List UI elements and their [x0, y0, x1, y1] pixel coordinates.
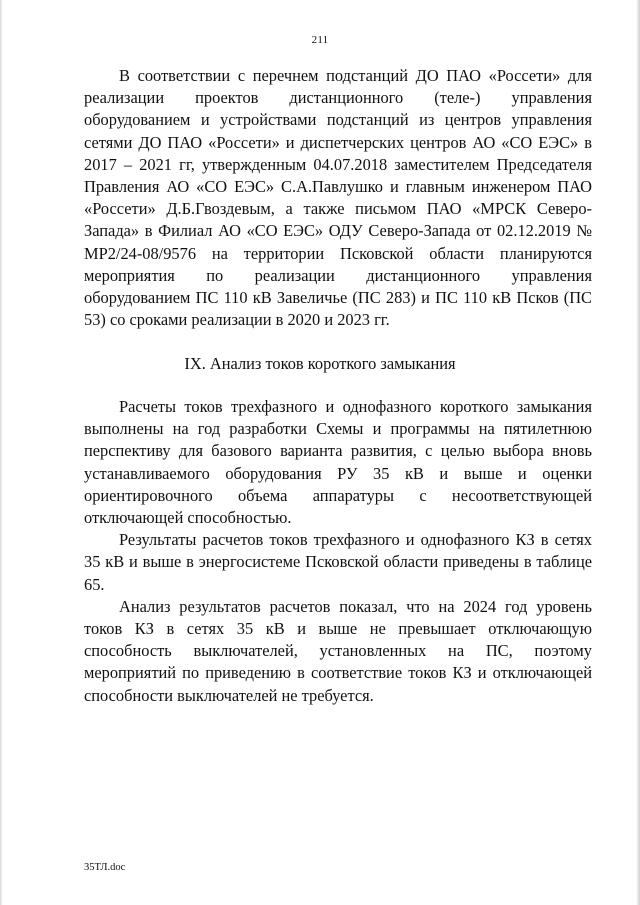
section-heading: IX. Анализ токов короткого замыкания [184, 354, 456, 373]
intro-text-block [84, 65, 592, 331]
short-circuit-text-block [84, 396, 592, 707]
scan-edge-left [0, 0, 3, 905]
paragraph-results-table: Результаты расчетов токов трехфазного и однофазного КЗ в сетях 35 кВ и выше в энергосистеме Псковской области приведены в таблице 65. [84, 530, 592, 594]
scan-edge-right [636, 0, 640, 905]
footer-filename: 35ТЛ.doc [84, 862, 126, 873]
page-number: 211 [311, 34, 329, 46]
paragraph-analysis: Анализ результатов расчетов показал, что на 2024 год уровень токов КЗ в сетях 35 кВ и выше не превышает отключающую способность выключателей, установленных на ПС, поэтому мероприятий по приведению в соответствие токов КЗ и отключающей способности выключателей не требуется. [84, 596, 592, 705]
paragraph-calculations: Расчеты токов трехфазного и однофазного короткого замыкания выполнены на год разработки Схемы и программы на пятилетнюю перспективу для базового варианта развития, с целью выбора вновь устанавливаемого оборудования РУ 35 кВ и выше и оценки ориентировочного объема аппаратуры с несоответствующей отключающей способностью. [84, 397, 592, 528]
paragraph-remote-control: В соответствии с перечнем подстанций ДО ПАО «Россети» для реализации проектов дистанционного (теле-) управления оборудованием и устройствами подстанций из центров управления сетями ДО ПАО «Россети» и диспетчерских центров АО «СО ЕЭС» в 2017 – 2021 гг, утвержденным 04.07.2018 заместителем Председателя Правления АО «СО ЕЭС» С.А.Павлушко и главным инженером ПАО «Россети» Д.Б.Гвоздевым, а также письмом ПАО «МРСК Северо-Запада» в Филиал АО «СО ЕЭС» ОДУ Северо-Запада от 02.12.2019 № МР2/24-08/9576 на территории Псковской области планируются мероприятия по реализации дистанционного управления оборудованием ПС 110 кВ Завеличье (ПС 283) и ПС 110 кВ Псков (ПС 53) со сроками реализации в 2020 и 2023 гг. [84, 66, 592, 330]
